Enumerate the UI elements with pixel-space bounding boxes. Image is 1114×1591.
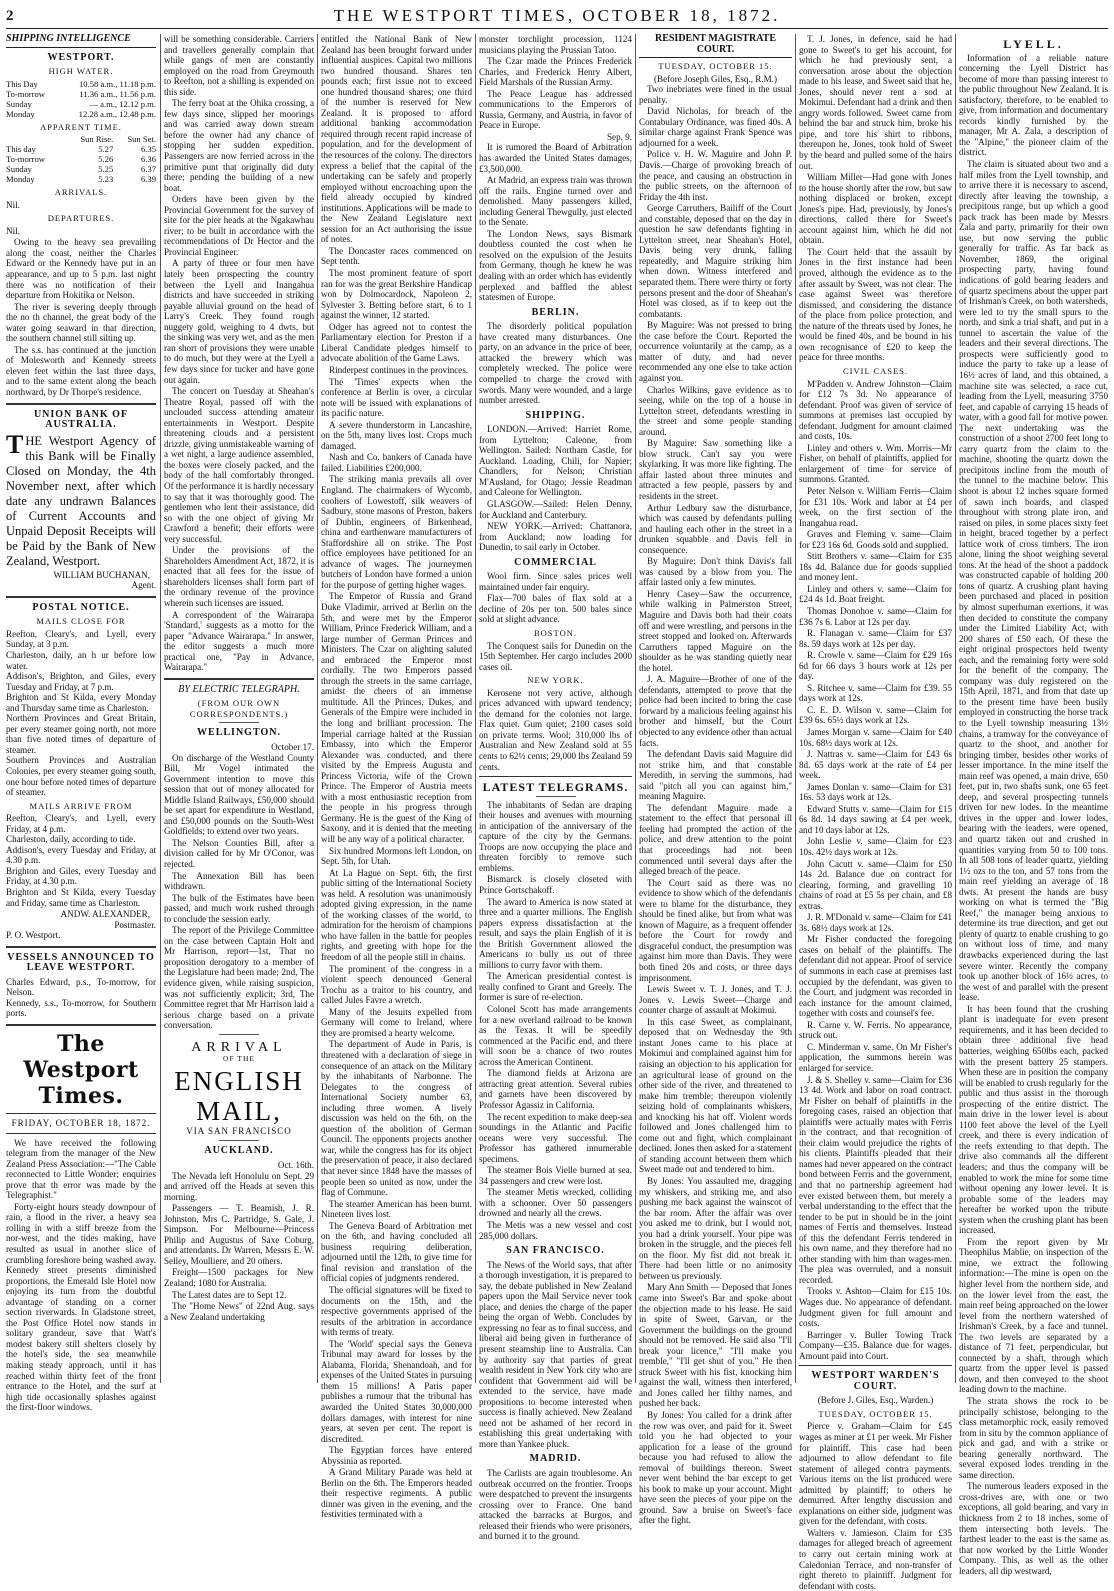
tide-day: Monday <box>6 108 35 119</box>
paragraph: The official signatures will be fixed to documents on the 15th, and the respective governments apprised of the results of the arbitration in accordance with terms of treaty. <box>321 1284 472 1338</box>
paragraph: The river is severing deeply through the no th channel, the great body of the water going seaward in that direction, the southern channel still silting up. <box>6 301 156 344</box>
paragraph: NEW YORK.—Arrived: Chattanora, from Auckland; now loading for Dunedin, to sail early in October. <box>479 521 632 553</box>
tide-day: Sunday <box>6 98 32 109</box>
mails-close-text: Reefton, Cleary's, and Lyell, every Sunday, at 3 p.m. Charleston, daily, an h ur before low water. Addison's, Brighton, and Giles, every Tuesday and Friday, at 7 p.m. Brighton and St Kilda, every Monday and Thursday same time as Charleston. Northern Provinces and Great Britain, per every steamer going north, not more than five noted times of departure of steamer. Southern Provinces and Australian Colonies, per every steamer going south, one hour before noted times of departure of steamer. <box>6 628 156 798</box>
paragraph: David Nicholas, for breach of the Contabulary Ordinance, was fined 40s. A similar charge against Frank Spence was adjourned for a week. <box>639 106 792 148</box>
rm-court-before: (Before Joseph Giles, Esq., R.M.) <box>653 73 777 84</box>
paragraph: The steamer Metis wrecked, colliding with a schooner. Over 50 passengers drowned and nearly all the crews. <box>479 1187 632 1219</box>
san-francisco-heading: SAN FRANCISCO. <box>506 1245 605 1257</box>
paragraph: The Court said as there was no evidence to show which of the defendants were to blame for the disturbance, they should be fined alike, but from what was known of Maguire, as a frequent offender before the Court for rowdy and disgraceful conduct, the presumption was against him more than Davis. They were both fined 20s and costs, or three days imprisonment. <box>639 877 792 983</box>
telegraph-subheading: (FROM OUR OWN CORRESPONDENTS.) <box>189 698 289 719</box>
page-number: 2 <box>6 8 14 24</box>
paragraph: The News of the World says, that after a thorough investigation, it is prepared to say, the debate published in New Zealand papers upon the Mail Service never took place, and denies the charge of the paper being the organ of Webb. Concludes by expressing no fear as to final success, and liberal aid being given in furtherance of present steamship line to Australia. Can by authority say that parties of great wealth resident in New York city who are confident that Government aid will be extended to the service, have made propositions to become interested when success is finally achieved. New Zealand need not be ashamed of her record in establishing this great undertaking with more than Yankee pluck. <box>479 1259 632 1449</box>
paragraph: The striking mania prevails all over England. The chairmakers of Wycomb, cooliers of Lowestoff, silk weavers of Sadbury, stone masons of Preston, bakers of Dublin, engineers of Birkenhead, china and earthenware manufacturers of Staffordshire all on strike. The Post office employees have petitioned for an advance of wages. The journeymen butchers of London have formed a union for the purpose of getting higher wages. <box>321 474 472 590</box>
paragraph: S. Ritchee v. same—Claim for £39. 55 days work at 12s. <box>799 682 952 704</box>
column-5 <box>639 33 793 1526</box>
paragraph: The London News, says Bismark doubtless counted the cost when he resolved on the expulsion of the Jesuits from Germany, though he knew he was dealing with an order which has evidently perplexed and baffled the ablest statesmen of Europe. <box>479 228 632 303</box>
paragraph: John Leslie v. same—Claim for £23 10s. 42½ days work at 12s. <box>799 836 952 858</box>
tide-day: To-morrow <box>6 88 46 99</box>
paragraph: Charles Wilkins, gave evidence as to seeing, while on the top of a house in Lyttelton street, defendants wrestling in the street and some people standing around. <box>639 384 792 437</box>
paragraph: Flax—700 bales of flax sold at a decline of 20s per ton. 500 bales since sold at slight advance. <box>479 593 632 625</box>
paragraph: The defendant Davis said Maguire did not strike him, and that constable Meredith, in serving the summons, had said "pitch all you can against him," meaning Maguire. <box>639 749 792 802</box>
masthead-title: THE WESTPORT TIMES, OCTOBER 18, 1872. <box>333 6 781 25</box>
sun-set: 6.37 <box>140 164 156 175</box>
auckland-date: Oct. 16th. <box>277 1159 314 1170</box>
postmaster-name: ANDW. ALEXANDER, <box>60 909 150 920</box>
rm-court-date: TUESDAY, OCTOBER 15. <box>658 61 773 72</box>
paragraph: In this case Sweet, as complainant, deposed that on Wednesday the 9th instant Jones came to his place at Mokimui and complained against him for raising an objection to his application for an agricultural lease of ground on the other side of the river, and threatened to make him tremble; thereupon violently seizing hold of complainants whiskers, and knocking his hat off. Violent words followed and Jones challenged him to come out and fight, which complainant declined. Jones then asked for a statement of standing account between them which Sweet made out and tendered to him. <box>639 1016 792 1175</box>
paragraph: The department of Aude in Paris, is threatened with a declaration of siege in consequence of an attack on the Military by the inhabitants of Narbonne. The Delegates to the congress of International Society number 63, including three women. A lively discussion was held on the 6th, on the question of the abolition of German Council. The opponents projects another war, while the congress has for its object the preservation of peace, it also declared that never since 1848 have the masses of people been so united as now, under the flag of Commune. <box>321 1039 472 1198</box>
paragraph: The Peace League has addressed communications to the Emperors of Russia, Germany, and Austria, in favor of Peace in Europe. <box>479 88 632 131</box>
divider <box>536 796 576 797</box>
high-water-row <box>6 99 156 109</box>
madrid-heading: MADRID. <box>529 1453 582 1465</box>
bank-notice-heading: UNION BANK OF AUSTRALIA. <box>33 408 129 431</box>
divider <box>799 1365 952 1366</box>
paragraph: J. & S. Shelley v. same—Claim for £36 13 4d. Work and labor on road contract. Mr Fisher on behalf of plaintiffs in the foregoing cases, raised an objection that plaintiffs were actually mates with Ferris in the contract, and that recognition of their claim would prejudice the rights of his clients. Plaintiffs pleaded that their names had never appeared on the contract bond between Ferris and the government, and that no partnership agreement had ever existed between them, but merely a verbal understanding to the effect that the tender to be put in should be in the joint names of Ferris and themselves. Instead of this the defendant Ferris tendered in his own name, and they therefore had no other standing with him than wages-men. The plea was overruled, and a nonsuit recorded. <box>799 1074 952 1285</box>
sun-rise: 5.23 <box>98 174 114 185</box>
paragraph: Colonel Scott has made arrangements for a new overland railroad to be known as the Texas. It will be speedily commenced at the Pacific end, and there will soon be a chance of two routes across the American Continent. <box>479 1004 632 1067</box>
paragraph: On discharge of the Westland County Bill, Mr Vogel intimated the Government intention to move this session that out of money allocated for Middle Island Railways, £50,000 should be set apart for expenditure in Westland, and £50,000 pounds on the South-West Goldfields; to extend over two years. <box>164 752 314 837</box>
paragraph: The bulk of the Estimates have been passed, and much work rushed through to conclude the session early. <box>164 892 314 924</box>
paragraph: Edward Stutts v. same—Claim for £15 6s 8d. 14 days sawing at £4 per week, and 10 days labor at 12s. <box>799 803 952 835</box>
sun-rise: 5.27 <box>98 144 114 155</box>
high-water-row <box>6 109 156 119</box>
paragraph: M'Padden v. Andrew Johnston—Claim for £12 7s 3d. No appearance of defendant. Proof was given of service of summons at premises last occupied by defendant. Judgment for amount claimed and costs, 10s. <box>799 378 952 442</box>
paragraph: The steamer American has been burnt. Nineteen lives lost. <box>321 1198 472 1220</box>
civil-cases-heading: CIVIL CASES. <box>842 365 909 376</box>
paragraph: The American presidential contest is really confined to Grant and Greely. The former is sure of re-election. <box>479 971 632 1003</box>
paragraph: The prominent of the congress in a violent speech denounced General Trochu as a traitor to his country, and called Jules Favre a wretch. <box>321 963 472 1006</box>
paragraph: The Latest dates are to Sept 12. <box>172 1289 287 1300</box>
tide-times: — a.m., 12.12 p.m. <box>89 98 156 109</box>
paragraph: Wool firm. Since sales prices well maintained under fair enquiry. <box>479 571 632 592</box>
paragraph: The Conquest sails for Dunedin on the 15th September. Her cargo includes 2000 cases oil. <box>479 640 632 672</box>
paragraph: The Annexation Bill has been withdrawn. <box>164 870 314 892</box>
paragraph: William Miller—Had gone with Jones to the house shortly after the row, but saw nothing displaced or broken, except Jones's pipe. Had, previously, by Jones's directions, called there for Sweet's account against him, which he did not obtain. <box>799 172 952 246</box>
paragraph: The most prominent feature of sport ran for was the great Berkshire Handicap won by Dolmocardock, Napoleon 2, Sylvester 3. Betting before start, 6 to 1 against the winner, 12 started. <box>321 268 472 321</box>
paragraph: Many of the Jesuits expelled from Germany will come to Ireland, where they are promised a hearty welcome. <box>321 1006 472 1038</box>
paragraph: It has been found that the crushing plant is inadequate for even present requirements, and it has been decided to obtain three additional five head batteries, weighing 650lbs each, packed with the present battery 25 stampers. When these are in position the company will be enabled to crush regularly for the public and thus assist in the thorough prospecting of the entire district. The main drive in the lower level is about 1100 feet above the level of the Lyell creek, and there is every indication of the reefs extending to that depth. The drive also commands all the different leaders; and thus the company will be enabled to work the mine for some time without opening any lower level. It is probable some of the leaders may hereafter be worked upon the tribute system when the crushing plant has been increased. <box>959 1003 1108 1236</box>
paragraph: Passengers — T. Beamish, J. R. Johnston, Mrs C. Partridge, S. Gale, J. Simpson. For Melbourne—Princess Philip and Augustus of Saxe Coburg, and attendants. Dr Warren, Messrs E. W. Selley, Moulliere, and 20 others. <box>164 1203 314 1266</box>
paragraph: The report of the Privilege Committee on the case between Captain Holt and Mr Harrison, report—1st, That no proposition derogatory to a member of the Legislature had been made; 2nd, The evidence given, while raising suspicion, was not sufficiently explicit; 3rd, The Committee regret that Mr Harrison laid a serious charge based on a private conversation. <box>164 925 314 1031</box>
paragraph: The recent expedition to make deep-sea soundings in the Atlantic and Pacific oceans were very successful. The Professor has gathered innumerable specimens. <box>479 1111 632 1164</box>
latest-telegrams-heading: LATEST TELEGRAMS. <box>482 780 629 795</box>
paragraph: The Carlists are again troublesome. An outbreak occurred on the frontier. Troops were despatched to prevent the insurgents crossing over to France. One band attacked the barracks at Burgos, and released their friends who were prisoners, and burned it to the ground. <box>479 1468 632 1542</box>
paragraph: The diamond fields at Arizona are attracting great attention. Several rubies and garnets have been discovered by Professor Agassiz in California. <box>479 1068 632 1110</box>
paragraph: James Morgan v. same—Claim for £40 10s. 68½ days work at 12s. <box>799 727 952 748</box>
paragraph: Two inebriates were fined in the usual penalty. <box>639 84 792 105</box>
paragraph: The s.s. has continued at the junction of Molesworth and Kennedy streets eleven feet within the last three days, and to the same extent along the beach northward, by Dr Thorpe's residence. <box>6 344 156 398</box>
auckland-heading: AUCKLAND. <box>204 1145 274 1157</box>
paragraph: R. Crowle v. same—Claim for £29 16s 6d for 66 days 3 hours work at 12s per day. <box>799 650 952 682</box>
rm-court-heading: RESIDENT MAGISTRATE COURT. <box>639 34 792 58</box>
paragraph: will be something considerable. Carriers and travellers generally complain that while gangs of men are constantly employed on the road from Greymouth to Reefton, not a shilling is expended on this side. <box>164 34 314 97</box>
paragraph: J. A. Maguire—Brother of one of the defendants, attempted to prove that the police had been incited to bring the case forward by a malicious feeling against his brother and himself, but the Court objected to any evidence other than actual facts. <box>639 674 793 748</box>
tide-day: This Day <box>6 78 38 89</box>
divider <box>479 776 632 777</box>
paragraph: A Grand Military Parade was held at Berlin on the 6th. The Emperors headed their respective regiments. A public dinner was given in the evening, and the festivities terminated with a <box>321 1467 472 1520</box>
paragraph: The Doncaster races commenced on Sept tenth. <box>321 245 472 267</box>
dateline: Sep. 9. <box>606 131 632 142</box>
paragraph: Rinderpest continues in the provinces. <box>329 364 469 375</box>
paragraph: Kerosene not very active, although prices advanced with upward tendency; the demand for the colonies not large. Flax quiet. Gum quiet; 2100 cases sold on private terms. Wool; 310,000 lbs of Australian and New Zealand sold at 55 cents to 62½ cents; 29,000 lbs Zealand 59 cents. <box>479 687 632 772</box>
postmaster-title: Postmaster. <box>114 919 156 930</box>
paragraph: Thomas Donohoe v. same—Claim for £36 7s 6. Labor at 12s per day. <box>799 605 952 627</box>
paragraph: The strata shows the rock to be principally schistose, belonging to the class metamorphic rock, easily removed from in situ by the common appliance of pick and gad, and with a strike or bearing generally northward. The several exposed lodes trending in the same direction. <box>959 1396 1108 1480</box>
column-rule <box>955 34 956 1383</box>
sun-rise: 5.26 <box>98 154 114 165</box>
commercial-heading: COMMERCIAL <box>514 556 597 568</box>
high-water-row <box>6 79 156 89</box>
paragraph: The Court held that the assault by Jones in the first instance had been proved, although the evidence as to the after assault by Sweet, was not clear. The case against Sweet was therefore dismissed, and considering the distance of the place from police protection, and the nature of the threats used by Jones, he would be fined 40s, and be bound in his own recognisance of £20 to keep the peace for three months. <box>799 246 952 363</box>
paragraph: Linley and others v. Wm. Morris—Mr Fisher, on behalf of plaintiffs, applied for enlargement of time for service of summons. Granted. <box>799 442 952 485</box>
mail-of-the: OF THE <box>223 1054 255 1064</box>
paragraph: By Jones: You assaulted me, dragging my whiskers, and striking me, and also pushing me back against the wainscot of the bar room. After the affair was over you asked me to drink, but I would not, you had a drink yourself. Your pipe was broken in the struggle, and the pieces fell on the floor. My fist did not break it. There had been little or no animosity between us previously. <box>639 1175 792 1281</box>
paragraph: J. Nattras v. same—Claim for £43 6s 8d. 65 days work at the rate of £4 per week. <box>799 749 952 781</box>
column-2 <box>164 34 314 1385</box>
paragraph: A correspondent of the Wairarapa 'Standard,' suggests as a motto for the paper "Advance Wairarapa." In answer, the editor suggests a much more practical one, "Pay in Advance, Wairarapa." <box>164 609 314 673</box>
warden-court-date: TUESDAY, OCTOBER 15. <box>818 1408 933 1419</box>
divider <box>6 946 156 948</box>
divider <box>6 403 156 405</box>
divider <box>219 1140 259 1141</box>
bank-signature-title: Agent. <box>131 580 156 591</box>
new-york-heading: NEW YORK. <box>527 675 584 686</box>
paragraph: R. Flanagan v. same—Claim for £37 8s. 59 days work at 12s per day. <box>799 628 952 649</box>
paragraph: J. R. M'Donald v. same—Claim for £41 3s. 68½ days work at 12s. <box>799 912 952 933</box>
sun-set-header: Sun Set. <box>127 134 156 145</box>
paragraph: monster torchlight procession, 1124 musicians playing the Prussian Tatoo. <box>479 34 632 55</box>
paragraph: The concert on Tuesday at Sheahan's Theatre Royal, passed off with the unclouded success attending amateur entertainments in Westport. Despite threatening clouds and a persistent drizzle, giving unmistakeable warning of a wet night, a large audience assembled, the boxes were closely packed, and the body of the hall comfortably thronged. Of the performance it is hardly necessary to say that it was thoroughly good. The gentlemen who lent their assistance, did so with the one object of giving Mr Crawford a benefit; their efforts were very successful. <box>164 386 314 544</box>
paragraph: Linley and others v. same—Claim for £24 4s 1d. Boat freight. <box>799 583 952 605</box>
paragraph: Police v. H. W. Maguire and John P. Davis.—Charge of provoking breach of the peace, and causing an obstruction in the public streets, on the afternoon of Friday the 4th inst. <box>639 149 792 202</box>
paragraph: Stitt Brothers v. same—Claim for £35 18s 4d. Balance due for goods supplied and money lent. <box>799 551 952 583</box>
paragraph: Barringer v. Buller Towing Track Company—£35. Balance due for wages. Amount paid into Court. <box>799 1329 952 1361</box>
paragraph: We have received the following telegram from the manager of the New Zealand Press Association:—"The Cable reconnected to Little Wonder; enquiries prove that th error was made by the Telegraphist." <box>6 1137 156 1201</box>
sun-times-row <box>6 164 156 174</box>
divider <box>164 678 314 680</box>
paragraph: James Donlan v. same—Claim for £31 16s. 53 days work at 12s. <box>799 781 952 803</box>
warden-court-heading: WESTPORT WARDEN'S COURT. <box>811 1370 940 1392</box>
paragraph: At La Hague on Sept. 6th, the first public sitting of the International Society was held. A resolution was unanimously adopted giving expression, in the name of the working classes of the world, to admiration for the heroism of champions who have fallen in the battle for peoples rights, and greeting with hope for the freedom of all the people still in chains. <box>321 867 472 963</box>
divider <box>6 1113 156 1114</box>
departures-text: Nil. <box>6 225 20 236</box>
paragraph: By Jones: You called for a drink after the row was over, and paid for it. Sweet told you he had objected to your application for a lease of the ground because you had refused to allow the removal of buildings thereon. Sweet never went behind the bar except to get his book to make up your account. Might have seen the pieces of your pipe on the ground. Saw a bruise on Sweet's face after the fight. <box>639 1410 792 1526</box>
postal-notice-heading: POSTAL NOTICE. <box>32 601 130 613</box>
arrivals-heading: ARRIVALS. <box>54 187 108 198</box>
sun-rise: 5.25 <box>98 164 114 175</box>
high-water-heading: HIGH WATER. <box>48 66 114 77</box>
sun-times-row <box>6 154 156 164</box>
mails-close-heading: MAILS CLOSE FOR <box>36 616 126 627</box>
paragraph: The Egyptian forces have entered Abyssinia as reported. <box>321 1445 472 1466</box>
column-3 <box>321 34 472 1520</box>
wellington-heading: WELLINGTON. <box>197 727 281 739</box>
paragraph: T. J. Jones, in defence, said he had gone to Sweet's to get his account, for which he had previously sent, a conversation arose about the objection made to his lease, and Sweet said that he, Jones, should never rent a sod at Mokimui. Defendant had a drink and then angry words followed. Sweet came from behind the bar and struck him, broke his pipe, and tore his shirt to ribbons, thereupon he, Jones, took hold of Sweet by the beard and pulled some of the hairs out. <box>799 34 952 171</box>
column-6 <box>799 34 952 1591</box>
paragraph: Mary Ann Smith — Deposed that Jones came into Sweet's Bar and spoke about the objection made to his lease. He said in spite of Sweet, Garvan, or the Government the buildings on the ground should not be removed. He said also "I'll break your licence," "I'll make you tremble," "I'll get shut of you." He then struck Sweet with his fist, knocking him against the wall, witness then interfered, and Jones called her filthy names, and pushed her back. <box>639 1282 792 1409</box>
paragraph: At Madrid, an express train was thrown off the rails. Engine turned over and demolished. Many passengers killed, including General Thewgully, just elected to the Senate. <box>479 175 632 228</box>
column-1 <box>6 33 156 1413</box>
paragraph: Forty-eight hours steady downpour of rain, a flood in the river, a heavy sea rolling in with a stiff breeze from the nor-west, and the tides making, have resulted as usual in another slice of crumbling foreshore being washed away. Kennedy street presents diminished proportions, the Emerald Isle Hotel now enjoying its turn from the doubtful advantage of standing on a corner section riverwards. In Gladstone street, the Post Office Hotel now stands in solitary grandeur, save that Watt's modest bakery still shelters closely by the hotel's side, the sea meanwhile making steady approach, until it has reached within thirty feet of the front entrance to the Hotel, and the surf at high tide occasionally splashes against the first-floor windows. <box>6 1201 156 1413</box>
warden-court-before: (Before J. Giles, Esq., Warden.) <box>817 1395 934 1406</box>
paragraph: John Cacutt v. same—Claim for £50 14s 2d. Balance due on contract for clearing, forming, and gravelling 10 chains of road at £5 5s per chain, and £8 extras. <box>799 858 952 911</box>
paragraph: The numerous leaders exposed in the cross-drives are, with one or two exceptions, all gold bearing, and vary in thickness from 2 to 18 inches, some of them intersecting both levels. The farthest leader to the east is the same as that now worked by the Little Wonder Company. This, as well as the other leaders, all dip westward, <box>959 1481 1108 1576</box>
wellington-date: October 17. <box>271 742 314 752</box>
port-heading: WESTPORT. <box>47 51 115 63</box>
telegraph-heading: BY ELECTRIC TELEGRAPH. <box>178 683 300 695</box>
sun-day: Sunday <box>6 164 32 175</box>
paragraph: Graves and Fleming v. same—Claim for £23 16s 6d. Goods sold and supplied. <box>799 529 952 550</box>
apparent-time-heading: APPARENT TIME. <box>40 121 122 132</box>
sun-day: Monday <box>6 174 35 185</box>
column-rule <box>160 34 161 1383</box>
paragraph: The 'World' special says the Geneva Tribunal may award for losses by the Alabama, Florida, Shenandoah, and for expenses of the United States in pursuing them 15 millions! A Paris paper publishes a rumour that the tribunal has awarded the United States 30,000,000 dollars damages, with interest for nine years, at seven per cent. The report is discredited. <box>321 1338 472 1444</box>
paragraph: Bismarck is closely closeted with Prince Gortschakoff. <box>479 874 632 896</box>
mails-arrive-text: Reefton, Cleary's, and Lyell, every Friday, at 4 p.m. Charleston, daily, according to tide. Addison's, every Tuesday and Friday, at 4.30 p.m. Brighton and Giles, every Tuesday and Friday, at 4.30 p.m. Brighton and St Kilda, every Tuesday and Friday, same time as Charleston. <box>6 813 156 908</box>
paragraph: The defendant Maguire made a statement to the effect that personal ill feeling had prompted the action of the police, and drew attention to the point that proceedings had not been commenced until several days after the alleged breach of the peace. <box>639 802 792 877</box>
paragraph: The Nelson Counties Bill, after a division called for by Mr O'Conor, was rejected. <box>164 837 314 870</box>
paragraph: The Metis was a new vessel and cost 285,000 dollars. <box>479 1219 632 1241</box>
column-4 <box>479 34 632 1542</box>
paragraph: A severe thunderstorm in Lancashire, on the 5th, many lives lost. Crops much damaged. <box>321 419 472 451</box>
paragraph: Owing to the heavy sea prevailing along the coast, neither the Charles Edward or the Kennedy have put in an appearance, and up to 5 p.m. last night there was no notification of their departure from Hokitika or Nelson. <box>6 237 156 301</box>
paragraph: C. E. D. Wilson v. same—Claim for £39 6s. 65½ days work at 12s. <box>799 704 952 726</box>
paragraph: It is rumored the Board of Arbitration has awarded the United States damages, £3,500,000. <box>479 142 632 174</box>
column-rule <box>635 34 636 1383</box>
shipping-intelligence-heading: SHIPPING INTELLIGENCE <box>6 34 156 48</box>
paragraph: From the report given by Mr Theophilus Mablie, on inspection of the mine, we extract the following information:—The mine is open on the higher level from the northern side, and on the lower level from the east, the main reef being approached on the lower level from the northern watershed of Irishman's Creek, by a face and tunnel. The two levels are separated by a distance of 71 feet, perpendicular, but connected by a shaft, through which quartz from the upper level is passed down, and then conveyed to the shoot leading down to the machine. <box>959 1236 1108 1395</box>
paragraph: The Emperor of Russia and Grand Duke Vladimir, arrived at Berlin on the 5th, and were met by the Emperor William, Prince Frederick William, and a large number of German Princes and Ministers. The Czar on alighting saluted and embraced the Emperor most cordially. The two Emperors passed through the streets in the same carriage, amidst the cheers of an immense multitude. All the Princes, Dukes, and Generals of the Empire were included in the long and brilliant procession. The Imperial carriage halted at the Russian Embassy, into which the Emperor Alexander was conducted, and there visited by the Empress Augusta and Princess Victoria, wife of the Crown Prince. The Emperor of Austria meets with a most enthusiastic reception from the people in his progress through Germany. He is the guest of the King of Saxony, and it is denied that the meeting will be any way of a political character. <box>321 591 472 845</box>
column-rule <box>475 34 476 1383</box>
column-7 <box>959 34 1108 1576</box>
sun-times-table <box>6 134 156 184</box>
arrivals-text: Nil. <box>6 199 20 210</box>
paragraph: By Maguire: Was not pressed to bring the case before the Court. Reported the occurrence voluntarily at the camp, as a matter of duty, and had never recommended any one else to take action against you. <box>639 320 792 383</box>
paragraph: The Nevada left Honolulu on Sept. 29 and arrived off the Heads at seven this morning. <box>164 1170 314 1202</box>
masthead <box>6 6 1108 29</box>
paragraph: Odger has agreed not to contest the Parliamentary election for Preston if a Liberal Candidate pledges himself to advocate abolition of the Game Laws. <box>321 321 472 364</box>
paragraph: LONDON.—Arrived: Harriet Rome, from Lyttelton; Caleone, from Wellington. Sailed: Northam Castle, for Auckland. Loading, Chili, for Napier; Chandlers, for Nelson; Christian M'Ausland, for Otago; Jessie Readman and Caleone for Wellington. <box>479 424 632 498</box>
tide-times: 11.36 a.m., 11.56 p.m. <box>79 88 156 99</box>
paragraph: Peter Nelson v. William Ferris—Claim for £31 10s. Work and labor at £4 per week, on the first section of the Inangahua road. <box>799 485 952 528</box>
edition-date: FRIDAY, OCTOBER 18, 1872. <box>11 1118 151 1128</box>
tide-times: 12.28 a.m., 12.48 p.m. <box>78 108 156 119</box>
paragraph: Freight—1500 packages for New Zealand; 1080 for Australia. <box>164 1267 314 1288</box>
bank-signature: WILLIAM BUCHANAN, <box>53 569 150 580</box>
mail-via: VIA SAN FRANCISCO <box>186 1125 292 1136</box>
divider <box>219 722 259 723</box>
english-mail-title: ENGLISH MAIL, <box>174 1065 304 1126</box>
paragraph: Trooks v. Ashton—Claim for £15 10s. Wages due. No appearance of defendant. Judgment given for full amount and costs. <box>799 1286 952 1329</box>
vessels-text: Charles Edward, p.s., To-morrow, for Nelson. Kennedy, s.s., To-morrow, for Southern ports. <box>6 976 156 1019</box>
boston-heading: BOSTON. <box>534 627 577 638</box>
paragraph: The Geneva Board of Arbitration met on the 6th, and having concluded all business requiring deliberation, adjourned until the 12th, to give time for final revision and translation of the official copies of judgments rendered. <box>321 1220 472 1284</box>
po-place: P. O. Westport. <box>6 930 61 941</box>
mails-arrive-heading: MAILS ARRIVE FROM <box>29 800 133 811</box>
column-rule <box>317 34 318 1383</box>
sun-set: 6.36 <box>140 154 156 165</box>
sun-set: 6.39 <box>140 174 156 185</box>
mail-arrival-heading: ARRIVAL <box>191 1039 287 1055</box>
paper-title: The Westport Times. <box>23 1031 139 1109</box>
paragraph: Walters v. Jamieson. Claim for £35 damages for alleged breach of agreement to carry out certain mining work at Caledonian Terrace, and non-transfer of right thereto to plaintiff. Judgment for defendant with costs. <box>799 1527 952 1591</box>
paragraph: The disorderly political population have created many disturbances. One party, on an advance in the price of beer, attacked the brewery which was completely wrecked. The police were compelled to charge the crowd with swords. Many were wounded, and a large number arrested. <box>479 321 632 406</box>
sun-set: 6.35 <box>140 144 156 155</box>
paragraph: By Maguire: Saw something like a blow struck. Can't say you were skylarking. It was more like fighting. The affair lasted about three minutes and attracted a few people, passers by and residents in the street. <box>639 438 792 501</box>
berlin-heading: BERLIN. <box>531 306 580 318</box>
shipping-heading: SHIPPING. <box>525 409 586 421</box>
sun-times-row <box>6 144 156 154</box>
paragraph: Henry Casey—Saw the occurrence, while walking in Palmerston Street, Maguire and Davis both had their coats off and were wrestling, and persons in the street stopped and looked on. Afterwards Carruthers tapped Maguire on the shoulder as he was standing quietly near the hotel. <box>639 588 792 673</box>
paragraph: The claim is situated about two and a half miles from the Lyell township, and to arrive there it is necessary to ascend, directly after leaving the township, a precipitous range, but up which a good pack track has been made by Messrs Zala and party, primarily for their own use, but now serving the public generally for traffic. As far back as November, 1869, the original prospecting party, having found indications of gold bearing leaders and of quartz specimens about the upper part of Irishman's Creek, on both watersheds, were led to try the small spurs to the north, and sink a trial shaft, and put in a tunnel to ascertain the value of the leaders and their several directions. The prospects were sufficiently good to induce the party to take up a lease of 16½ acres of land, and this obtained, a machine site was selected, a race cut, leading from the Lyell, measuring 3750 feet, and capable of carrying 15 heads of water, with a good fall for motive power. The next undertaking was the construction of a shoot 2700 feet long to carry quartz from the claim to the machine, shooting the quartz down the precipitous incline from the mouth of the tunnel to the machine below. This shoot is about 12 inches square formed of sawn inch boards, and clasped throughout with strong plate iron, and raised on piles, in some places sixty feet in height, braced together by a perfect lattice work of cross timbers. The iron alone, lining the shoot weighing several tons. At the head of the shoot a paddock was constructed capable of holding 200 tons of quartz. A crushing plant having been purchased and placed in position by almost superhuman exertions, it was then decided to constitute the company under the Limited Liability Act, with 200 shares of £50 each. Of these the eight original prospectors held twenty each, and the remaining forty were sold for the benefit of the company. The company was duly registered on the 15th April, 1871, and from that date up to the present time have been busily employed in constructing the horse track to the Lyell township measuring 13½ chains, a tramway for the conveyance of quartz to the shoot, and another for bringing timber, besides other works of lesser importance. In the mine itself the main reef was opened, a main drive, 650 feet, put in, two shafts sunk, one 65 feet deep, and several prospecting tunnels driven for new lodes. In the meantime drives in the upper and lower lodes, bearing with the leaders, were opened, and quartz taken out and crushed in quantities varying from 50 to 100 tons. In all 508 tons of leader quartz, yielding 1½ ozs to the ton, and 57 tons from the main reef yielding an average of 18 dwts. At present the hands are busy working on what is termed the "Big Reef," the manager being anxious to determine its true direction, and get out plenty of quartz to enable crushing to go on without loss of time, and many drawbacks experienced during the last severe winter. Recently the company took up another block of 16½ acres, to the west of and parallel with the present lease. <box>959 159 1108 1003</box>
paragraph: The award to America is now stated at three and a quarter millions. The English papers express dissatisfaction at the result, and says the plain English of it is the British Government allowed the Americans to bully us out of three millions to curry favor with them. <box>479 896 632 970</box>
paragraph: Information of a reliable nature concerning the Lyell District has become of more than passing interest to the public throughout New Zealand. It is satisfactory, therefore, to be enabled to give, from information and documentary records kindly furnished by the manager, Mr A. Zala, a description of the "Alpine," the pioneer claim of the district. <box>959 52 1108 158</box>
paragraph: entitled the National Bank of New Zealand has been brought forward under influential auspices. Capital two millions two hundred thousand. Shares ten pounds each; first issue not to exceed one hundred thousand shares; one third of the number is reserved for New Zealand. It is proposed to afford additional banking accommodation required through recent rapid increase of population, and for the development of the resources of the colony. The directors express a belief that the capital of the undertaking can be safely and properly employed without encroaching upon the field already occupied by kindred institutions. Applications will be made to the New Zealand Legislature next session for an Act authorising the issue of notes. <box>321 34 472 245</box>
paragraph: By Maguire: Don't think Davis's fall was caused by a blow from you. The affair lasted only a few minutes. <box>639 556 792 588</box>
high-water-row <box>6 89 156 99</box>
paragraph: The Czar made the Princes Frederick Charles, and Frederick Henry Albert, Field Marshals of the Russian Army. <box>479 56 632 88</box>
high-water-table <box>6 79 156 119</box>
sun-times-row <box>6 174 156 184</box>
paragraph: Six hundred Mormons left London, on Sept. 5th, for Utah. <box>321 845 472 867</box>
paragraph: Pierce v. Graham—Claim for £45 wages as miner at £1 per week. Mr Fisher for plaintiff. This case had been adjourned to allow defendant to file statement of alleged contra payments. Various items on the list produced were admitted by plaintiff; to others he demurred. After lengthy discussion and explanations on either side, judgment was given for the defendant, with costs. <box>799 1421 952 1527</box>
divider <box>219 1034 259 1035</box>
tide-times: 10.58 a.m., 11.18 p.m. <box>78 78 156 89</box>
sun-day: This day <box>6 144 36 155</box>
paragraph: The steamer Bois Vielle burned at sea. 34 passengers and crew were lost. <box>479 1165 632 1186</box>
paragraph: The "Home News" of 22nd Aug. says a New Zealand undertaking <box>164 1301 314 1322</box>
paragraph: A party of three or four men have lately been prospecting the country between the Lyell and Inangahua districts and have succeeded in striking payable alluvial ground on the head of Larry's Creek. They found rough nuggety gold, weighing to 4 dwts, but the sinking was very wet, and as the men ran short of provisions they were unable to do much, but they were at the Lyell a few days since for tucker and have gone out again. <box>164 258 314 385</box>
bank-notice-text: THE Westport Agency of this Bank will be Finally Closed on Monday, the 4th November next, after which date any undrawn Balances of Current Accounts and Unpaid Deposit Receipts will be Paid by the Bank of New Zealand, Westport. <box>6 429 156 568</box>
paragraph: C. Minderman v. same. On Mr Fisher's application, the summons herein was enlarged for service. <box>799 1041 952 1073</box>
paragraph: GLASGOW.—Sailed: Helen Denny, for Auckland and Canterbury. <box>479 498 632 520</box>
divider <box>6 596 156 598</box>
lyell-heading: LYELL. <box>1003 37 1064 51</box>
paragraph: R. Carne v. W. Ferris. No appearance, struck out. <box>799 1019 952 1041</box>
sun-rise-header: Sun Rise. <box>80 134 114 145</box>
paragraph: George Carruthers, Bailiff of the Court and constable, deposed that on the day in question he saw defendants fighting in Lyttelton street, near Sheahan's Hotel, Davis being very drunk, falling repeatedly, and Maguire striking him when down. Witness interfered and separated them. There were thirty or forty persons present and the door of Sheahan's Hotel was closed, as if to keep out the combatants. <box>639 203 792 319</box>
sun-day: To-morrow <box>6 154 46 165</box>
divider <box>6 1133 156 1134</box>
paragraph: Nash and Co. bankers of Canada have failed. Liabilities £200,000. <box>321 452 472 473</box>
paragraph: Under the provisions of the Shareholders Amendment Act, 1872, it is enacted that all fees for the issue of shareholders licenses shall form part of the ordinary revenue of the province wherein such licenses are issued. <box>164 545 314 608</box>
paragraph: The 'Times' expects when the conference at Berlin is over, a circular note will be issued with explanations of its pacific nature. <box>321 376 472 419</box>
paragraph: Orders have been given by the Provincial Government for the survey of site for the pier heads at the Ngakawhau river; to be built in accordance with the recommendations of Dr Hector and the Provincial Engineer. <box>164 194 314 257</box>
paragraph: Mr Fisher conducted the foregoing cases on behalf of the plaintiffs. The defendant did not appear. Proof of service of summons in each case at premises last occupied by the defendant, was given to the Court, and judgment was recorded in each instance for the amount claimed, together with costs and counsel's fee. <box>799 934 952 1019</box>
paragraph: Lewis Sweet v. T. J. Jones, and T. J. Jones v. Lewis Sweet—Charge and counter charge of assault at Mokimui. <box>639 984 792 1016</box>
departures-heading: DEPARTURES. <box>47 213 115 224</box>
paragraph: Arthur Ledbury saw the disturbance, which was caused by defendants pulling and hauling each other in the street in a drunken squabble and Davis fell in consequence. <box>639 502 792 555</box>
drop-cap: T <box>6 429 24 459</box>
vessels-heading: VESSELS ANNOUNCED TO LEAVE WESTPORT. <box>7 951 155 974</box>
paragraph: The inhabitants of Sedan are draping their houses and avenues with mourning in anticipation of the anniversary of the capture of the city by the Germans. Troops are now occupying the place and threaten forcibly to remove such emblems. <box>479 799 632 873</box>
paragraph: The ferry boat at the Ohika crossing, a few days since, slipped her moorings and was carried away down stream before the owner had any chance of stopping her sudden expedition. Passengers are now ferried across in the primitive punt that originally did duty there; pending the building of a new boat. <box>164 98 314 193</box>
divider <box>6 1024 156 1026</box>
column-rule <box>795 34 796 1383</box>
